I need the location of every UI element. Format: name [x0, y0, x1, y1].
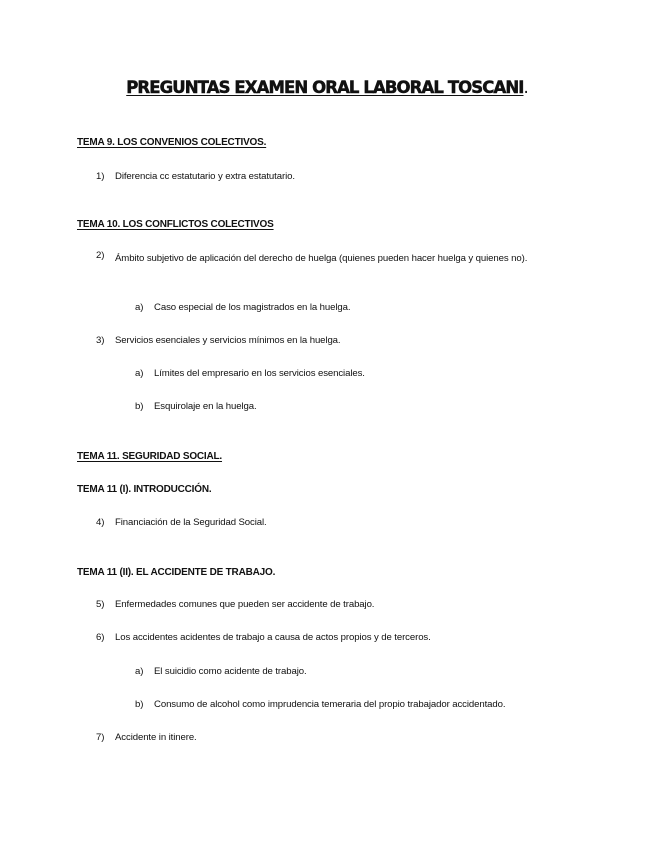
- heading-tema-11-accidente: TEMA 11 (II). EL ACCIDENTE DE TRABAJO.: [77, 567, 276, 578]
- subquestion-3a: [135, 368, 365, 379]
- question-text: Ámbito subjetivo de aplicación del derecho de huelga (quienes pueden hacer huelga y quienes no).: [115, 253, 528, 264]
- subquestion-2a: [135, 302, 350, 313]
- question-text: Enfermedades comunes que pueden ser accidente de trabajo.: [115, 599, 375, 610]
- question-number: 6): [96, 632, 105, 643]
- question-number: 3): [96, 335, 105, 346]
- subquestion-letter: a): [135, 368, 144, 379]
- question-number: 2): [96, 250, 105, 261]
- subquestion-letter: b): [135, 699, 144, 710]
- subquestion-6b: [135, 699, 505, 710]
- title-text: PREGUNTAS EXAMEN ORAL LABORAL TOSCANI: [126, 78, 524, 97]
- subquestion-text: Caso especial de los magistrados en la huelga.: [154, 302, 351, 313]
- question-number: 7): [96, 732, 105, 743]
- subquestion-6a: [135, 666, 307, 677]
- subquestion-text: Esquirolaje en la huelga.: [154, 401, 257, 412]
- subquestion-letter: a): [135, 666, 144, 677]
- question-1: [96, 171, 295, 182]
- subquestion-text: Consumo de alcohol como imprudencia temeraria del propio trabajador accidentado.: [154, 699, 506, 710]
- question-2: [96, 250, 570, 267]
- subquestion-letter: b): [135, 401, 144, 412]
- question-5: [96, 599, 374, 610]
- subquestion-text: Límites del empresario en los servicios esenciales.: [154, 368, 365, 379]
- heading-tema-11-introduccion: TEMA 11 (I). INTRODUCCIÓN.: [77, 484, 212, 495]
- document-title: [0, 78, 655, 97]
- heading-tema-11: TEMA 11. SEGURIDAD SOCIAL.: [77, 451, 223, 462]
- subquestion-text: El suicidio como acidente de trabajo.: [154, 666, 307, 677]
- heading-tema-10: TEMA 10. LOS CONFLICTOS COLECTIVOS: [77, 219, 274, 230]
- question-3: [96, 335, 340, 346]
- subquestion-3b: [135, 401, 257, 412]
- question-number: 5): [96, 599, 105, 610]
- question-text: Servicios esenciales y servicios mínimos en la huelga.: [115, 335, 341, 346]
- question-text: Financiación de la Seguridad Social.: [115, 517, 267, 528]
- question-4: [96, 517, 267, 528]
- question-number: 4): [96, 517, 105, 528]
- heading-tema-9: TEMA 9. LOS CONVENIOS COLECTIVOS.: [77, 137, 267, 148]
- question-number: 1): [96, 171, 105, 182]
- title-suffix: .: [523, 78, 529, 97]
- question-text: Los accidentes acidentes de trabajo a causa de actos propios y de terceros.: [115, 632, 431, 643]
- question-text: Diferencia cc estatutario y extra estatutario.: [115, 171, 295, 182]
- question-6: [96, 632, 431, 643]
- question-text: Accidente in itinere.: [115, 732, 197, 743]
- question-7: [96, 732, 197, 743]
- subquestion-letter: a): [135, 302, 144, 313]
